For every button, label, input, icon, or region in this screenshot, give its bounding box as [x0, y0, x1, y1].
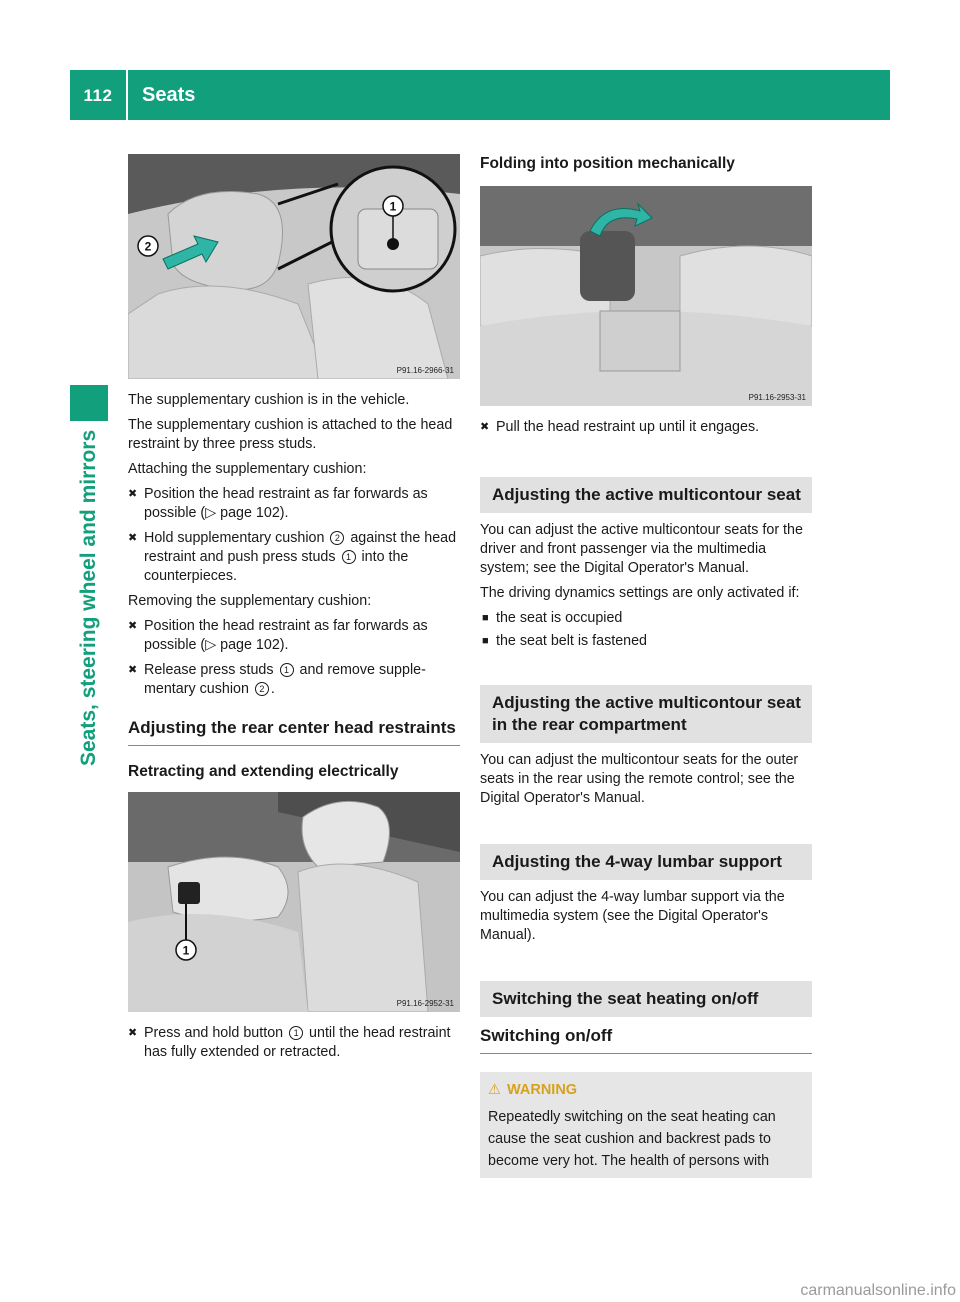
warning-triangle-icon: ⚠	[488, 1082, 501, 1098]
header-divider	[126, 70, 128, 120]
callout-2-icon: 2	[255, 682, 269, 696]
paragraph: Removing the supplementary cushion:	[128, 593, 372, 609]
paragraph: You can adjust the active multicontour seats for the driver and front passenger via the multimedia system; see the Digital Operator's Manual.	[480, 522, 803, 576]
callout-1-icon: 1	[289, 1026, 303, 1040]
instruction-step	[128, 617, 460, 655]
callout-2-icon: 2	[330, 531, 344, 545]
paragraph: The driving dynamics settings are only activated if:	[480, 585, 800, 601]
instruction-step: ✖ Hold supplementary cushion 2 against the head restraint and push press studs 1 into the counterpieces.	[128, 530, 457, 584]
step-text: Position the head restraint as far forwards as possible (▷ page 102).	[144, 486, 428, 521]
paragraph: Attaching the supplementary cushion:	[128, 461, 367, 477]
bullet-icon: ■	[482, 635, 489, 647]
figure-code: P91.16-2952-31	[396, 999, 454, 1008]
section-heading: Adjusting the rear center head restraints	[128, 717, 460, 746]
headrest-cushion-illustration	[128, 154, 460, 379]
callout-2: 2	[144, 239, 152, 254]
figure-code: P91.16-2966-31	[396, 366, 454, 375]
section-heading: Adjusting the active multicontour seat	[480, 477, 812, 513]
warning-text: Repeatedly switching on the seat heating can cause the seat cushion and backrest pads to become very hot. The health of persons with	[488, 1109, 776, 1169]
side-chapter-label: Seats, steering wheel and mirrors	[77, 430, 100, 767]
figure-supplementary-cushion	[128, 154, 460, 379]
warning-title: ⚠ WARNING	[488, 1082, 578, 1098]
paragraph: You can adjust the multicontour seats for the outer seats in the rear using the remote control; see the Digital Operator's Manual.	[480, 752, 799, 806]
callout-1-icon: 1	[342, 550, 356, 564]
step-text: Pull the head restraint up until it engages.	[496, 419, 760, 435]
subsection-heading: Switching on/off	[480, 1025, 812, 1054]
callout-1-icon: 1	[280, 663, 294, 677]
paragraph: The supplementary cushion is attached to the head restraint by three press studs.	[128, 417, 453, 452]
section-heading: Adjusting the active multicontour seat in the rear compartment	[480, 685, 812, 743]
instruction-step: ✖ Press and hold button 1 until the head restraint has fully extended or retracted.	[128, 1025, 451, 1060]
callout-1: 1	[389, 199, 397, 214]
paragraph: The supplementary cushion is in the vehicle.	[128, 392, 410, 408]
step-arrow-icon: ✖	[128, 532, 138, 544]
chapter-title: Seats	[142, 84, 196, 106]
warning-box	[480, 1072, 812, 1178]
step-text: Position the head restraint as far forwards as possible (▷ page 102).	[144, 618, 428, 653]
step-arrow-icon: ✖	[128, 1027, 138, 1039]
subsection-heading: Folding into position mechanically	[480, 155, 735, 172]
figure-code: P91.16-2953-31	[748, 393, 806, 402]
fold-headrest-illustration	[480, 186, 812, 406]
page-header	[70, 70, 890, 120]
list-item: ■ the seat is occupied	[482, 610, 623, 626]
page-number: 112	[83, 86, 113, 105]
list-item: ■ the seat belt is fastened	[482, 633, 648, 649]
rear-headrest-illustration	[128, 792, 460, 1012]
side-tab-marker	[70, 385, 108, 421]
figure-fold-headrest	[480, 186, 812, 406]
step-arrow-icon: ✖	[128, 488, 138, 500]
step-arrow-icon: ✖	[128, 620, 138, 632]
subsection-heading: Retracting and extending electrically	[128, 763, 399, 780]
step-arrow-icon: ✖	[128, 664, 138, 676]
right-column	[480, 150, 812, 1178]
step-arrow-icon: ✖	[480, 421, 490, 433]
bullet-icon: ■	[482, 612, 489, 624]
section-heading: Adjusting the 4-way lumbar support	[480, 844, 812, 880]
instruction-step	[128, 485, 460, 523]
left-column	[128, 150, 460, 1068]
section-heading: Switching the seat heating on/off	[480, 981, 812, 1017]
instruction-step	[480, 418, 812, 437]
instruction-step: ✖ Release press studs 1 and remove supplementary cushion 2 .	[128, 662, 426, 697]
paragraph: You can adjust the 4-way lumbar support via the multimedia system (see the Digital Operator's Manual).	[480, 889, 785, 943]
figure-rear-headrest-button	[128, 792, 460, 1012]
footer-watermark: carmanualsonline.info	[800, 1282, 956, 1299]
callout-1: 1	[182, 943, 190, 958]
